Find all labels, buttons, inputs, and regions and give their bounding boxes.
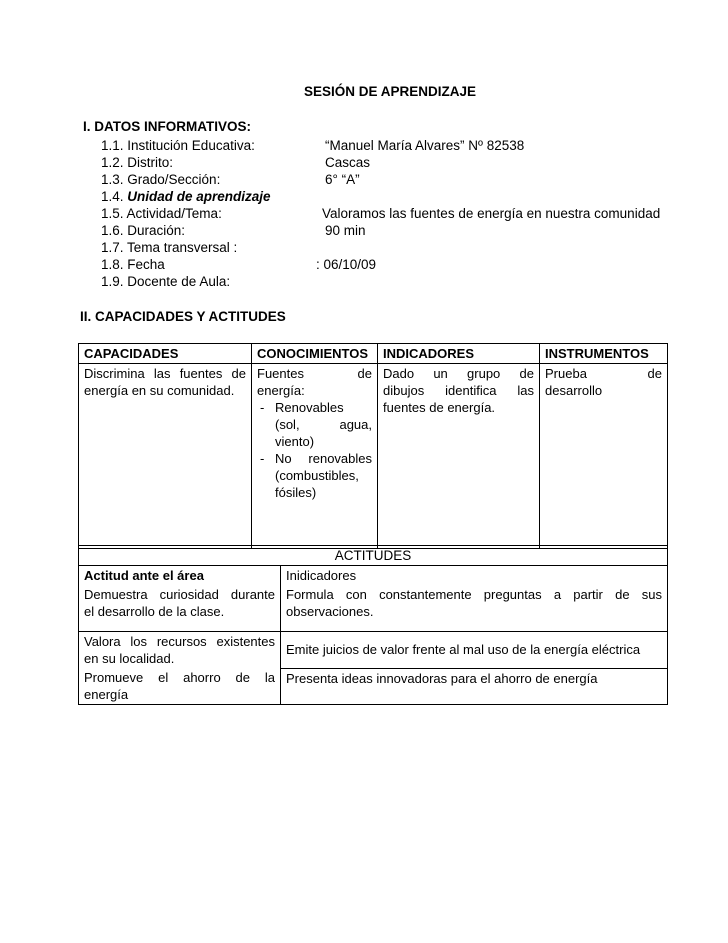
actitud-text: en su localidad. xyxy=(84,651,175,666)
info-value: Cascas xyxy=(325,155,371,170)
section2-heading: II. CAPACIDADES Y ACTITUDES xyxy=(80,309,286,324)
indicador-actitud-cell xyxy=(281,668,668,705)
actitud-text: Valora los recursos existentes xyxy=(84,634,275,649)
actitud-area-label: Actitud ante el área xyxy=(79,566,281,586)
info-label xyxy=(101,189,271,205)
indicador-text: fuentes de energía. xyxy=(383,400,496,415)
info-label: 1.5. Actividad/Tema: xyxy=(101,206,222,221)
info-label-emphasis: Unidad de aprendizaje xyxy=(127,189,271,204)
indicador-cell xyxy=(378,364,540,549)
capacidad-text: Discrimina las fuentes de xyxy=(84,366,246,381)
info-label-prefix: 1.4. xyxy=(101,189,128,204)
indicador-text: Dado un grupo de xyxy=(383,366,534,381)
info-value: Valoramos las fuentes de energía en nuestra comunidad xyxy=(322,206,661,221)
instrumento-text: desarrollo xyxy=(545,383,603,398)
indicador-actitud-cell xyxy=(281,632,668,669)
capacidad-text: energía en su comunidad. xyxy=(84,383,235,398)
conocimientos-list xyxy=(257,399,372,501)
actitudes-table xyxy=(78,545,668,705)
info-label: 1.2. Distrito: xyxy=(101,155,174,170)
info-value: 90 min xyxy=(325,223,366,238)
indicador-actitud-text: Presenta ideas innovadoras para el ahorro de energía xyxy=(286,670,598,686)
page-title: SESIÓN DE APRENDIZAJE xyxy=(303,84,477,99)
conocimientos-intro: Fuentes de xyxy=(257,366,372,381)
list-item-text: viento) xyxy=(275,434,315,449)
list-item-text: - Renovables xyxy=(275,400,344,415)
instrumento-cell xyxy=(540,364,668,549)
list-item xyxy=(257,450,372,501)
list-item-text: (combustibles, xyxy=(275,468,359,483)
list-item-text: fósiles) xyxy=(275,485,317,500)
section1-heading: I. DATOS INFORMATIVOS: xyxy=(83,119,251,134)
actitud-text: Promueve el ahorro de la xyxy=(84,670,275,685)
info-label: 1.7. Tema transversal : xyxy=(101,240,238,255)
info-label: 1.3. Grado/Sección: xyxy=(101,172,221,187)
conocimientos-intro: energía: xyxy=(257,383,305,398)
list-item-text: (sol, agua, xyxy=(275,417,372,432)
info-value: “Manuel María Alvares” Nº 82538 xyxy=(325,138,525,153)
list-item-text: - No renovables xyxy=(275,451,372,466)
indicador-actitud-text: Emite juicios de valor frente al mal uso de la energía eléctrica xyxy=(286,642,641,658)
actitud-text: el desarrollo de la clase. xyxy=(84,604,225,619)
capacidades-table xyxy=(78,343,668,549)
actitud-cell xyxy=(79,632,281,669)
header-conocimientos: CONOCIMIENTOS xyxy=(252,344,378,364)
conocimientos-cell xyxy=(252,364,378,549)
indicador-actitud-text: Formula con constantemente preguntas a partir de sus xyxy=(286,587,663,602)
indicador-actitud-cell xyxy=(281,585,668,632)
actitud-cell xyxy=(79,668,281,705)
info-label: 1.8. Fecha xyxy=(101,257,165,272)
info-label: 1.1. Institución Educativa: xyxy=(101,138,255,153)
instrumento-text: Prueba de xyxy=(545,366,662,381)
actitud-text: energía xyxy=(84,687,129,702)
header-instrumentos: INSTRUMENTOS xyxy=(540,344,668,364)
actitud-cell xyxy=(79,585,281,632)
indicador-text: dibujos identifica las xyxy=(383,383,534,398)
actitudes-header: ACTITUDES xyxy=(79,546,668,566)
header-indicadores: INDICADORES xyxy=(378,344,540,364)
info-value: : 06/10/09 xyxy=(316,257,377,272)
indicador-actitud-text: observaciones. xyxy=(286,604,374,619)
header-capacidades: CAPACIDADES xyxy=(79,344,252,364)
info-label: 1.6. Duración: xyxy=(101,223,186,238)
info-label: 1.9. Docente de Aula: xyxy=(101,274,231,289)
info-value: 6° “A” xyxy=(325,172,360,187)
capacidad-cell xyxy=(79,364,252,549)
actitud-text: Demuestra curiosidad durante xyxy=(84,587,275,602)
indicadores-label: Inidicadores xyxy=(281,566,668,586)
list-item xyxy=(257,399,372,450)
